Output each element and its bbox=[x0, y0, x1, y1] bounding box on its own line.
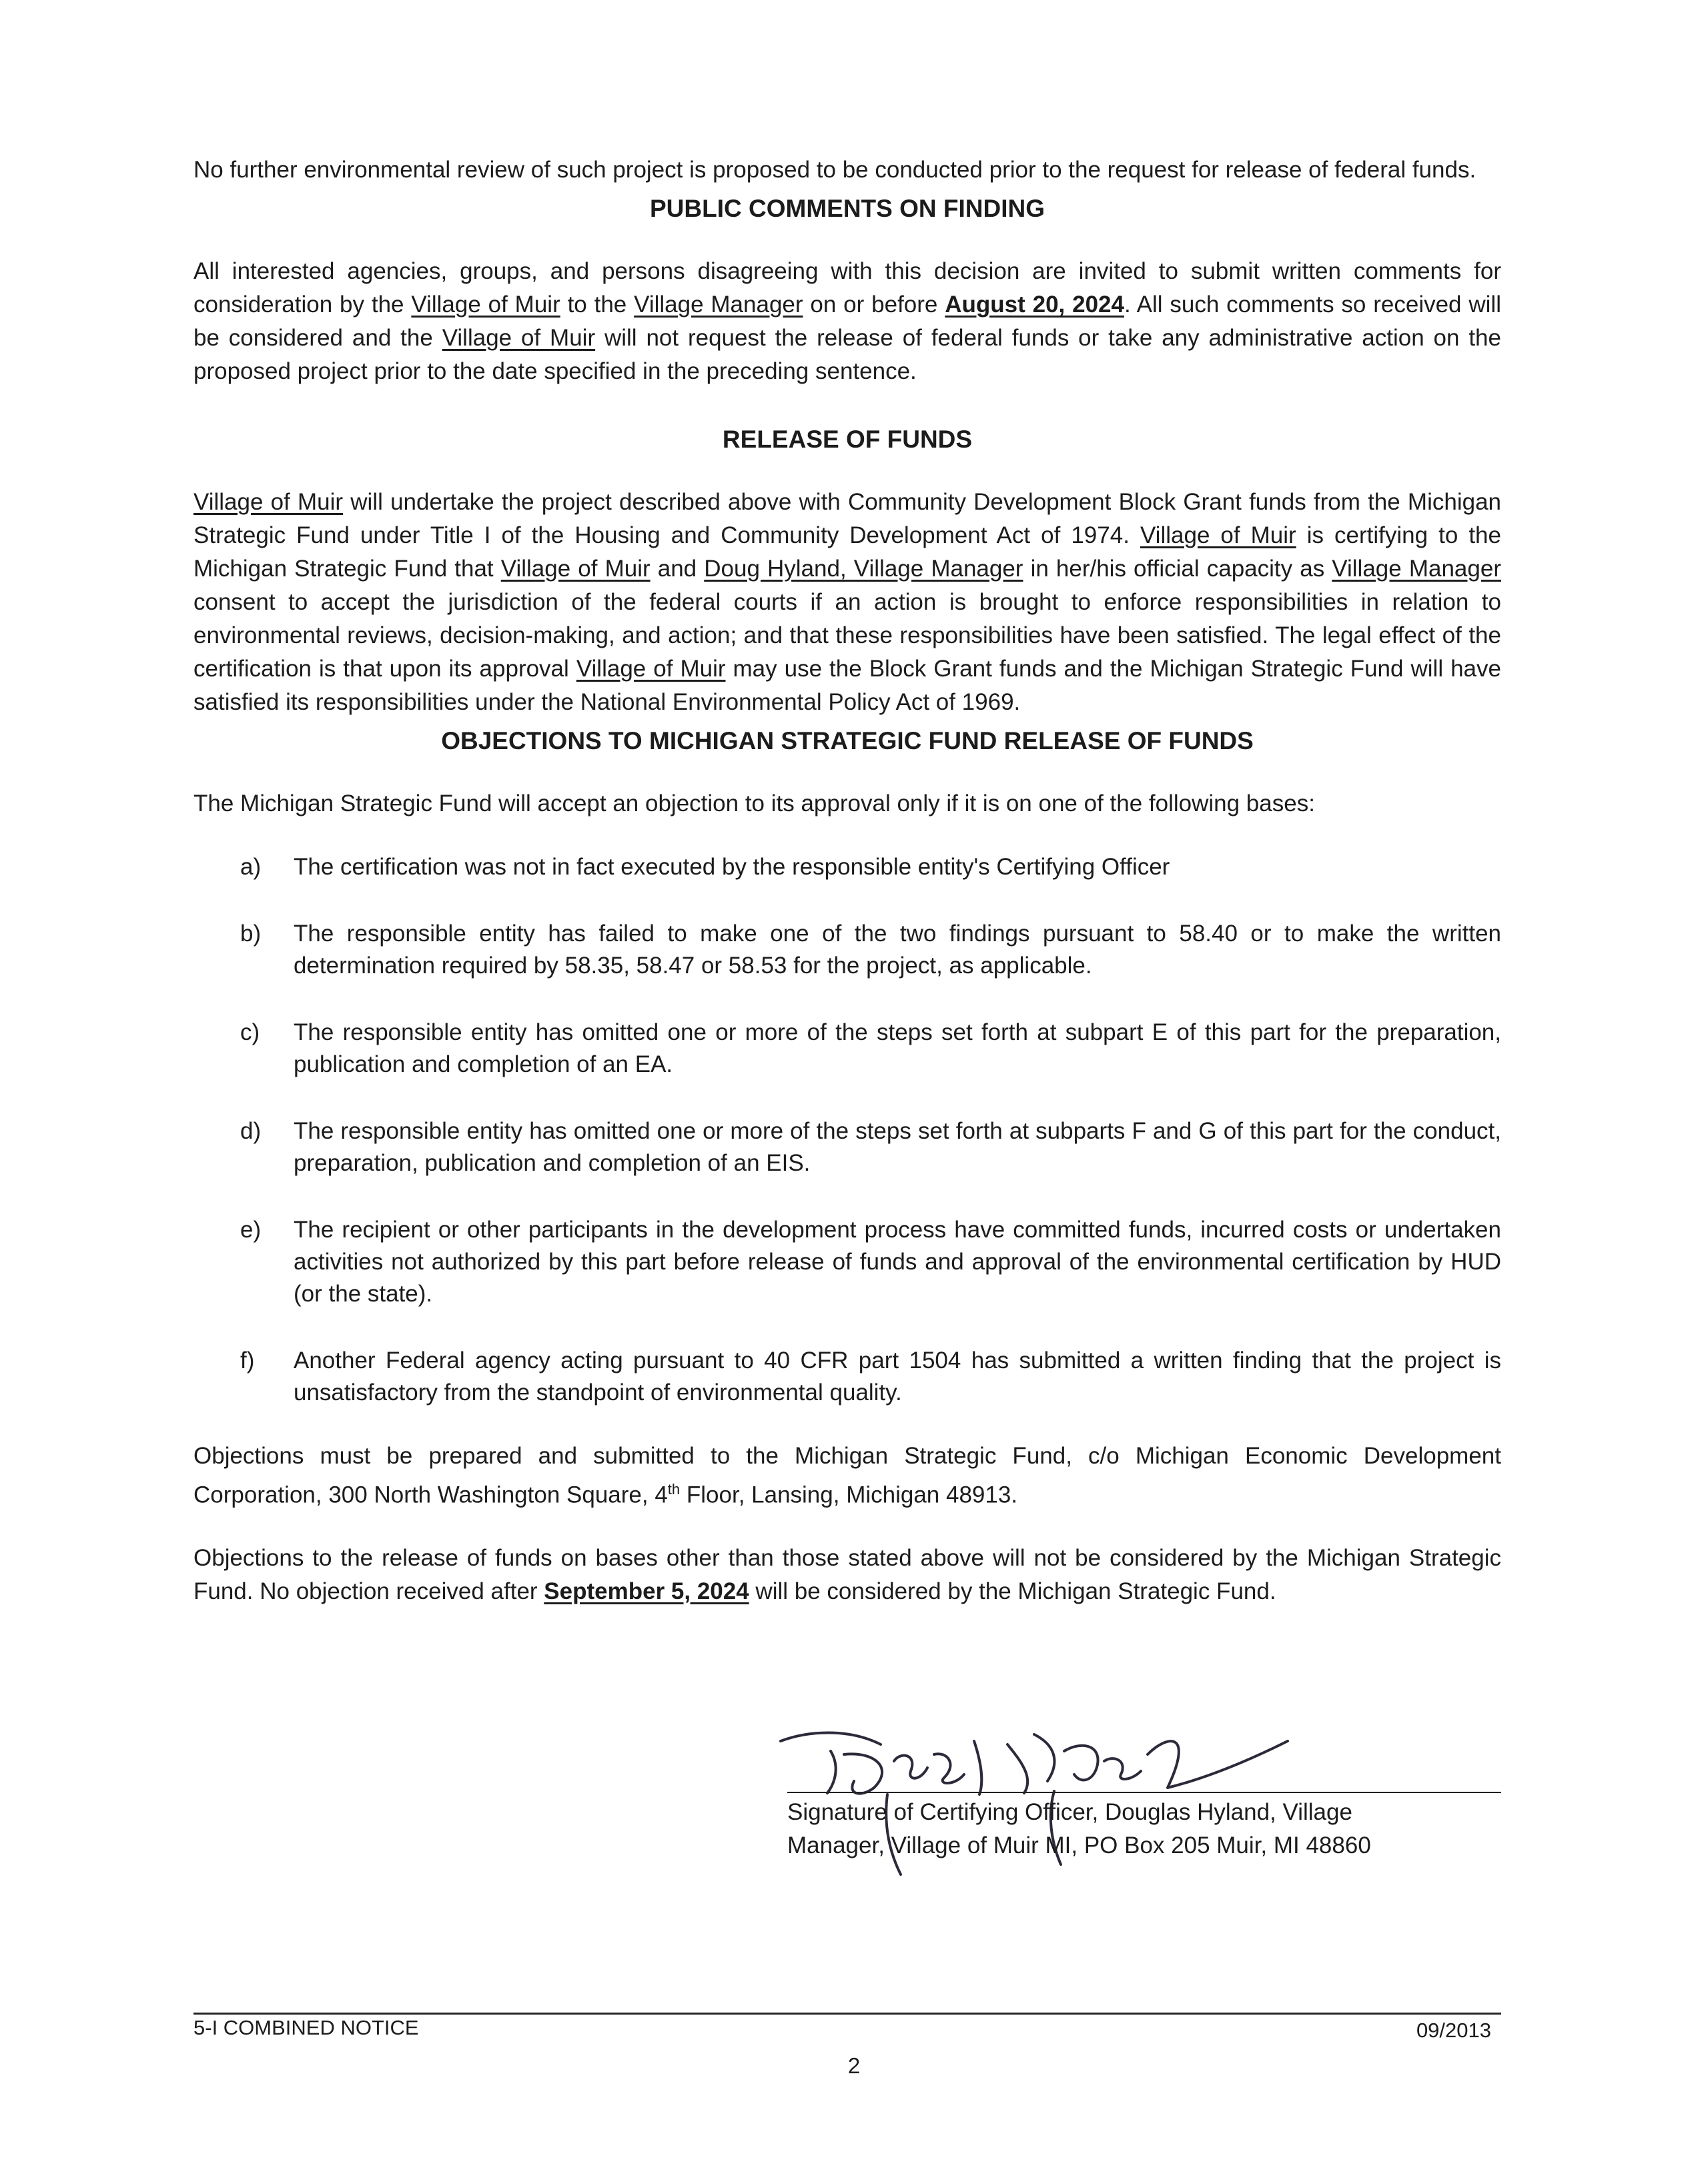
public-comments-paragraph: All interested agencies, groups, and persons disagreeing with this decision are invited to submit written comments for consideration by the Village of Muir to the Village Manager on or before August 20, 2024. All such comments so received will be considered and the Village of Muir will not request the release of federal funds or take any administrative action on the proposed project prior to the date specified in the preceding sentence. bbox=[193, 258, 1501, 384]
list-item: f) Another Federal agency acting pursuant to 40 CFR part 1504 has submitted a written finding that the project is unsatisfactory from the standpoint of environmental quality. bbox=[240, 1347, 1501, 1406]
intro-paragraph: No further environmental review of such project is proposed to be conducted prior to the request for release of federal funds. bbox=[193, 157, 1476, 183]
signature-line bbox=[787, 1792, 1501, 1793]
objection-bases-list bbox=[193, 851, 1501, 1409]
objections-intro: The Michigan Strategic Fund will accept an objection to its approval only if it is on one of the following bases: bbox=[193, 790, 1315, 817]
document-body bbox=[193, 153, 1501, 1608]
comment-deadline: August 20, 2024 bbox=[945, 292, 1124, 318]
entity-name: Village of Muir bbox=[411, 292, 560, 318]
list-item: e) The recipient or other participants in the development process have committed funds, incurred costs or undertaken activities not authorized by this part before release of funds and approval of the environmental certification by HUD (or the state). bbox=[240, 1217, 1501, 1307]
list-item: c) The responsible entity has omitted one or more of the steps set forth at subpart E of this part for the preparation, publication and completion of an EA. bbox=[240, 1019, 1501, 1077]
objection-deadline: September 5, 2024 bbox=[544, 1578, 749, 1604]
release-heading: RELEASE OF FUNDS bbox=[722, 426, 973, 453]
objections-submission-paragraph: Objections must be prepared and submitted to the Michigan Strategic Fund, c/o Michigan Economic Development Corporation, 300 North Washington Square, 4th Floor, Lansing, Michigan 48913. bbox=[193, 1443, 1501, 1508]
footer-divider bbox=[193, 2013, 1501, 2015]
form-identifier: 5-I COMBINED NOTICE bbox=[193, 2016, 419, 2039]
page-number: 2 bbox=[847, 2053, 861, 2078]
list-item: d) The responsible entity has omitted one or more of the steps set forth at subparts F and G of this part for the conduct, preparation, publication and completion of an EIS. bbox=[240, 1118, 1501, 1176]
manager-title: Village Manager bbox=[634, 292, 803, 318]
objections-heading: OBJECTIONS TO MICHIGAN STRATEGIC FUND RELEASE OF FUNDS bbox=[441, 727, 1254, 754]
signature-caption: Signature of Certifying Officer, Douglas Hyland, Village Manager, Village of Muir MI, PO Box 205 Muir, MI 48860 bbox=[787, 1799, 1371, 1858]
entity-name: Village of Muir bbox=[442, 325, 596, 351]
public-comments-heading: PUBLIC COMMENTS ON FINDING bbox=[650, 195, 1045, 222]
certifying-officer: Doug Hyland, Village Manager bbox=[704, 556, 1023, 582]
list-item: a) The certification was not in fact executed by the responsible entity's Certifying Officer bbox=[240, 854, 1170, 880]
list-item: b) The responsible entity has failed to make one of the two findings pursuant to 58.40 or to make the written determination required by 58.35, 58.47 or 58.53 for the project, as applicable. bbox=[240, 921, 1501, 979]
objections-deadline-paragraph: Objections to the release of funds on bases other than those stated above will not be considered by the Michigan Strategic Fund. No objection received after September 5, 2024 will be considered by the Michigan Strategic Fund. bbox=[193, 1544, 1501, 1604]
release-paragraph: Village of Muir will undertake the project described above with Community Development Block Grant funds from the Michigan Strategic Fund under Title I of the Housing and Community Development Act of 1974. Village of Muir is certifying to the Michigan Strategic Fund that Village of Muir and Doug Hyland, Village Manager in her/his official capacity as Village Manager consent to accept the jurisdiction of the federal courts if an action is brought to enforce responsibilities in relation to environmental reviews, decision-making, and action; and that these responsibilities have been satisfied. The legal effect of the certification is that upon its approval Village of Muir may use the Block Grant funds and the Michigan Strategic Fund will have satisfied its responsibilities under the National Environmental Policy Act of 1969. bbox=[193, 489, 1501, 715]
form-date: 09/2013 bbox=[1416, 2019, 1491, 2042]
